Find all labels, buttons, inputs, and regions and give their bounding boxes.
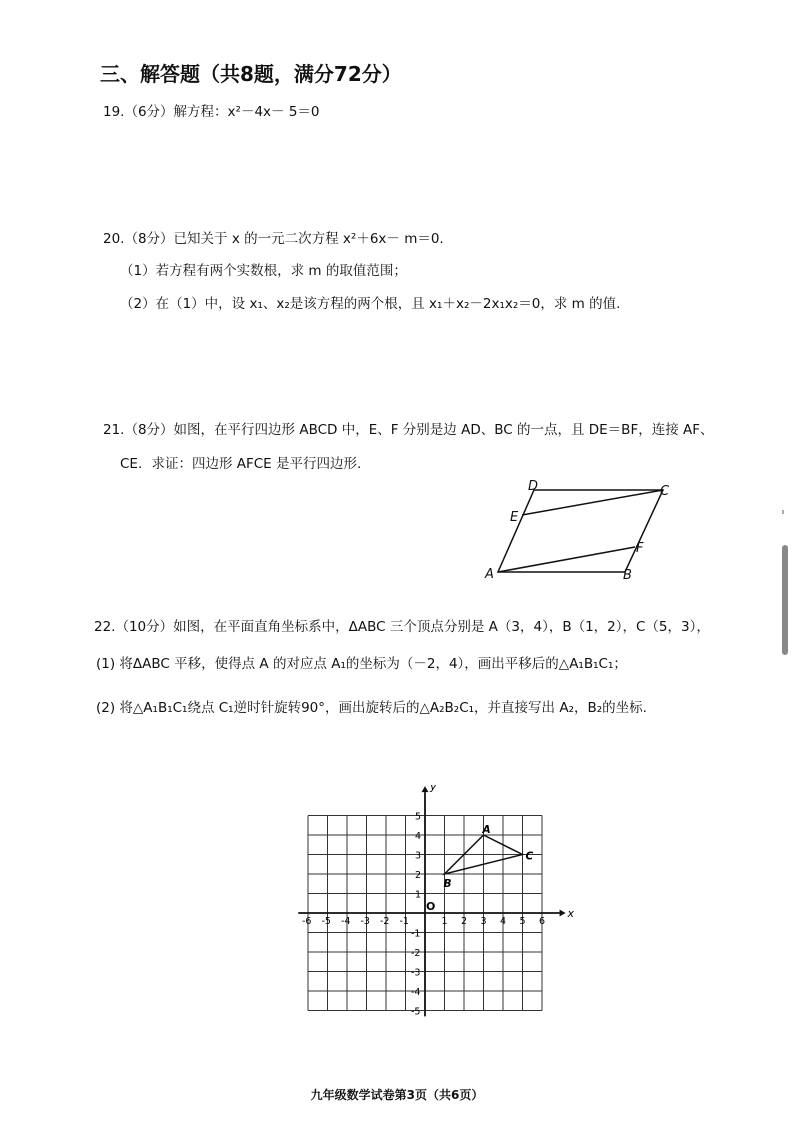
- x-tick-label: 4: [500, 916, 507, 927]
- label-a: A: [485, 567, 494, 582]
- label-c: C: [660, 484, 670, 499]
- question-20-part2: （2）在（1）中，设 x₁、x₂是该方程的两个根，且 x₁＋x₂－2x₁x₂＝0，求 m 的值.: [120, 296, 621, 312]
- scrollbar[interactable]: [782, 545, 788, 655]
- y-tick-label: 1: [415, 889, 422, 901]
- question-21-line2: CE．求证：四边形 AFCE 是平行四边形.: [120, 456, 362, 472]
- y-tick-label: 4: [415, 831, 422, 842]
- x-tick-label: 6: [539, 916, 546, 927]
- x-axis-arrow: [560, 910, 566, 917]
- x-tick-label: -6: [302, 916, 312, 927]
- x-tick-label: -1: [399, 916, 409, 927]
- y-tick-label: -1: [411, 928, 421, 940]
- x-tick-label: 3: [480, 916, 487, 927]
- x-tick-label: -5: [321, 916, 331, 927]
- section-title: 三、解答题（共8题，满分72分）: [100, 62, 402, 86]
- y-axis-arrow: [422, 786, 429, 792]
- scroll-marker: [782, 510, 784, 514]
- x-tick-label: -2: [380, 916, 390, 927]
- x-tick-label: -3: [360, 916, 370, 927]
- label-f: F: [636, 541, 644, 556]
- question-22-part1: (1) 将ΔABC 平移，使得点 A 的对应点 A₁的坐标为（－2，4），画出平移后的△A₁B₁C₁；: [96, 656, 627, 672]
- y-tick-label: -5: [411, 1006, 421, 1018]
- question-20-stem: 20.（8分）已知关于 x 的一元二次方程 x²＋6x－ m＝0.: [103, 231, 444, 247]
- label-d: D: [528, 479, 539, 494]
- y-tick-label: 3: [415, 850, 422, 862]
- question-22-part2: (2) 将△A₁B₁C₁绕点 C₁逆时针旋转90°，画出旋转后的△A₂B₂C₁，并直接写出 A₂，B₂的坐标.: [96, 700, 647, 716]
- question-19: 19.（6分）解方程：x²－4x－ 5＝0: [103, 104, 320, 120]
- question-21-line1: 21.（8分）如图，在平行四边形 ABCD 中，E、F 分别是边 AD、BC 的一点，且 DE＝BF，连接 AF、: [103, 422, 714, 438]
- question-22-stem: 22.（10分）如图，在平面直角坐标系中，ΔABC 三个顶点分别是 A（3，4），B（1，2），C（5，3），: [94, 619, 710, 635]
- origin-label: O: [426, 900, 436, 913]
- parallelogram-abcd: [498, 490, 663, 572]
- point-label-b: B: [443, 878, 452, 890]
- segment-af: [498, 547, 635, 572]
- coordinate-grid: [290, 785, 580, 1035]
- page-footer: 九年级数学试卷第3页（共6页）: [310, 1088, 484, 1102]
- x-tick-label: 1: [441, 916, 448, 927]
- y-tick-label: 2: [415, 870, 422, 881]
- question-20-part1: （1）若方程有两个实数根，求 m 的取值范围；: [120, 263, 407, 279]
- x-tick-label: 5: [519, 916, 526, 927]
- y-tick-label: 5: [415, 811, 422, 823]
- x-tick-label: -4: [341, 916, 351, 927]
- y-axis-label: y: [430, 785, 437, 794]
- segment-ce: [522, 490, 663, 515]
- point-label-c: C: [525, 850, 534, 863]
- y-tick-label: -2: [411, 948, 421, 959]
- y-tick-label: -3: [411, 967, 421, 979]
- x-axis-label: x: [567, 907, 575, 920]
- label-e: E: [510, 510, 519, 525]
- label-b: B: [623, 568, 632, 583]
- x-tick-label: 2: [461, 916, 468, 927]
- parallelogram-figure: [480, 475, 680, 585]
- point-label-a: A: [482, 824, 491, 836]
- y-tick-label: -4: [411, 987, 421, 998]
